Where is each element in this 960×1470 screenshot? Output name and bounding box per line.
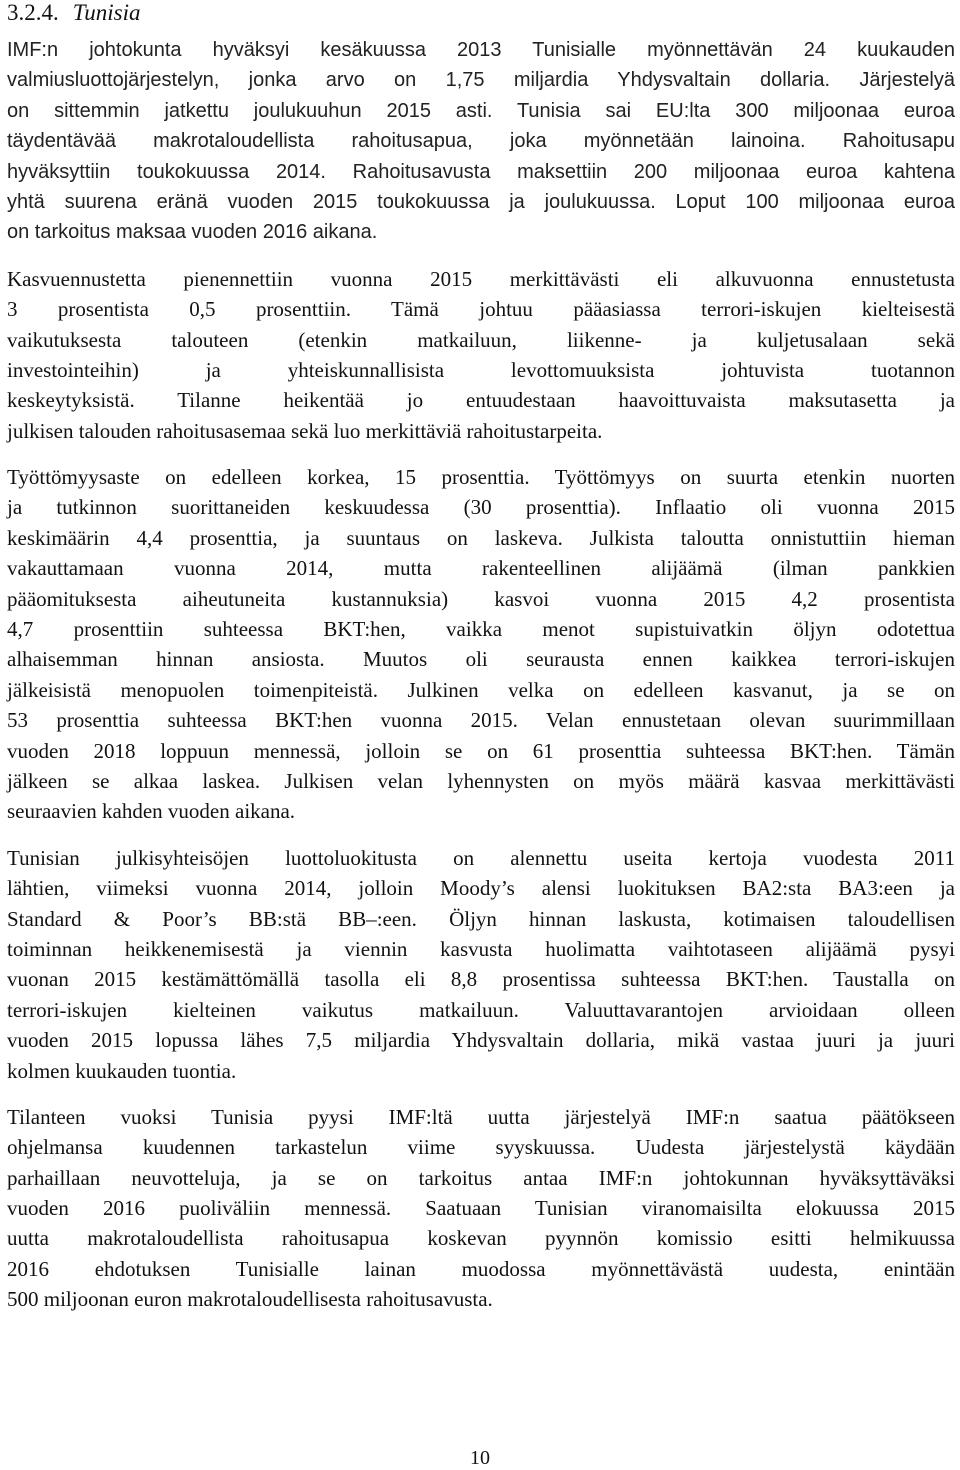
text-line: uutta makrotaloudellista rahoitusapua koskevan pyynnön komissio esitti helmikuussa <box>7 1226 955 1251</box>
text-line: täydentävää makrotaloudellista rahoitusapua, joka myönnetään lainoina. Rahoitusapu <box>7 130 955 153</box>
paragraph <box>7 843 955 1086</box>
paragraph <box>7 462 955 827</box>
text-line: julkisen talouden rahoitusasemaa sekä luo merkittäviä rahoitustarpeita. <box>7 418 603 443</box>
paragraph <box>7 35 955 248</box>
text-line: Tilanteen vuoksi Tunisia pyysi IMF:ltä uutta järjestelyä IMF:n saatua päätökseen <box>7 1104 955 1129</box>
text-line: yhtä suurena eränä vuoden 2015 toukokuussa ja joulukuussa. Loput 100 miljoonaa euroa <box>7 190 955 213</box>
text-line: kolmen kuukauden tuontia. <box>7 1058 237 1083</box>
text-line: seuraavien kahden vuoden aikana. <box>7 799 296 824</box>
text-line: Standard & Poor’s BB:stä BB–:een. Öljyn hinnan laskusta, kotimaisen taloudellisen <box>7 906 955 931</box>
text-line: lähtien, viimeksi vuonna 2014, jolloin Moody’s alensi luokituksen BA2:sta BA3:een ja <box>7 876 955 901</box>
text-line: on tarkoitus maksaa vuoden 2016 aikana. <box>7 221 378 244</box>
text-line: vuonan 2015 kestämättömällä tasolla eli 8,8 prosentissa suhteessa BKT:hen. Taustalla on <box>7 967 955 992</box>
text-line: investointeihin) ja yhteiskunnallisista levottomuuksista johtuvista tuotannon <box>7 357 955 382</box>
text-line: alhaisemman hinnan ansiosta. Muutos oli seurausta ennen kaikkea terrori-iskujen <box>7 647 955 672</box>
text-line: keskimäärin 4,4 prosenttia, ja suuntaus on laskeva. Julkista taloutta onnistuttiin hieman <box>7 525 955 550</box>
text-line: vuoden 2018 loppuun mennessä, jolloin se on 61 prosenttia suhteessa BKT:hen. Tämän <box>7 738 955 763</box>
text-line: Työttömyysaste on edelleen korkea, 15 prosenttia. Työttömyys on suurta etenkin nuorten <box>7 465 955 490</box>
text-line: on sittemmin jatkettu joulukuuhun 2015 asti. Tunisia sai EU:lta 300 miljoonaa euroa <box>7 99 955 122</box>
text-line: ohjelmansa kuudennen tarkastelun viime syyskuussa. Uudesta järjestelystä käydään <box>7 1135 955 1160</box>
text-line: pääomituksesta aiheutuneita kustannuksia) kasvoi vuonna 2015 4,2 prosentista <box>7 586 955 611</box>
text-line: Tunisian julkisyhteisöjen luottoluokitusta on alennettu useita kertoja vuodesta 2011 <box>7 845 955 870</box>
text-line: 4,7 prosenttiin suhteessa BKT:hen, vaikka menot supistuivatkin öljyn odotettua <box>7 617 955 642</box>
text-line: vaikutuksesta talouteen (etenkin matkailuun, liikenne- ja kuljetusalaan sekä <box>7 327 955 352</box>
paragraph <box>7 1102 955 1315</box>
body-text <box>7 35 955 1315</box>
section-number: 3.2.4. <box>7 0 59 25</box>
text-line: vakauttamaan vuonna 2014, mutta rakenteellinen alijäämä (ilman pankkien <box>7 556 955 581</box>
document-page <box>7 0 955 1331</box>
text-line: keskeytyksistä. Tilanne heikentää jo entuudestaan haavoittuvaista maksutasetta ja <box>7 388 955 413</box>
section-title: Tunisia <box>72 0 141 25</box>
text-line: ja tutkinnon suorittaneiden keskuudessa (30 prosenttia). Inflaatio oli vuonna 2015 <box>7 495 955 520</box>
paragraph <box>7 264 955 446</box>
text-line: jälkeen se alkaa laskea. Julkisen velan lyhennysten on myös määrä kasvaa merkittävästi <box>7 768 955 793</box>
text-line: terrori-iskujen kielteinen vaikutus matkailuun. Valuuttavarantojen arvioidaan olleen <box>7 997 955 1022</box>
text-line: jälkeisistä menopuolen toimenpiteistä. Julkinen velka on edelleen kasvanut, ja se on <box>7 677 955 702</box>
text-line: vuoden 2016 puoliväliin mennessä. Saatuaan Tunisian viranomaisilta elokuussa 2015 <box>7 1196 955 1221</box>
text-line: 53 prosenttia suhteessa BKT:hen vuonna 2015. Velan ennustetaan olevan suurimmillaan <box>7 708 955 733</box>
text-line: 3 prosentista 0,5 prosenttiin. Tämä johtuu pääasiassa terrori-iskujen kielteisestä <box>7 297 955 322</box>
section-heading <box>7 0 955 26</box>
text-line: IMF:n johtokunta hyväksyi kesäkuussa 2013 Tunisialle myönnettävän 24 kuukauden <box>7 39 955 61</box>
text-line: 500 miljoonan euron makrotaloudellisesta rahoitusavusta. <box>7 1287 493 1312</box>
text-line: Kasvuennustetta pienennettiin vuonna 2015 merkittävästi eli alkuvuonna ennustetusta <box>7 266 955 291</box>
text-line: toiminnan heikkenemisestä ja viennin kasvusta huolimatta vaihtotaseen alijäämä pysyi <box>7 936 955 961</box>
text-line: hyväksyttiin toukokuussa 2014. Rahoitusavusta maksettiin 200 miljoonaa euroa kahtena <box>7 160 955 183</box>
text-line: parhaillaan neuvotteluja, ja se on tarkoitus antaa IMF:n johtokunnan hyväksyttäväksi <box>7 1165 955 1190</box>
text-line: vuoden 2015 lopussa lähes 7,5 miljardia Yhdysvaltain dollaria, mikä vastaa juuri ja juuri <box>7 1028 955 1053</box>
page-number: 10 <box>470 1447 490 1469</box>
text-line: 2016 ehdotuksen Tunisialle lainan muodossa myönnettävästä uudesta, enintään <box>7 1256 955 1281</box>
text-line: valmiusluottojärjestelyn, jonka arvo on 1,75 miljardia Yhdysvaltain dollaria. Järjestelyä <box>7 69 955 92</box>
